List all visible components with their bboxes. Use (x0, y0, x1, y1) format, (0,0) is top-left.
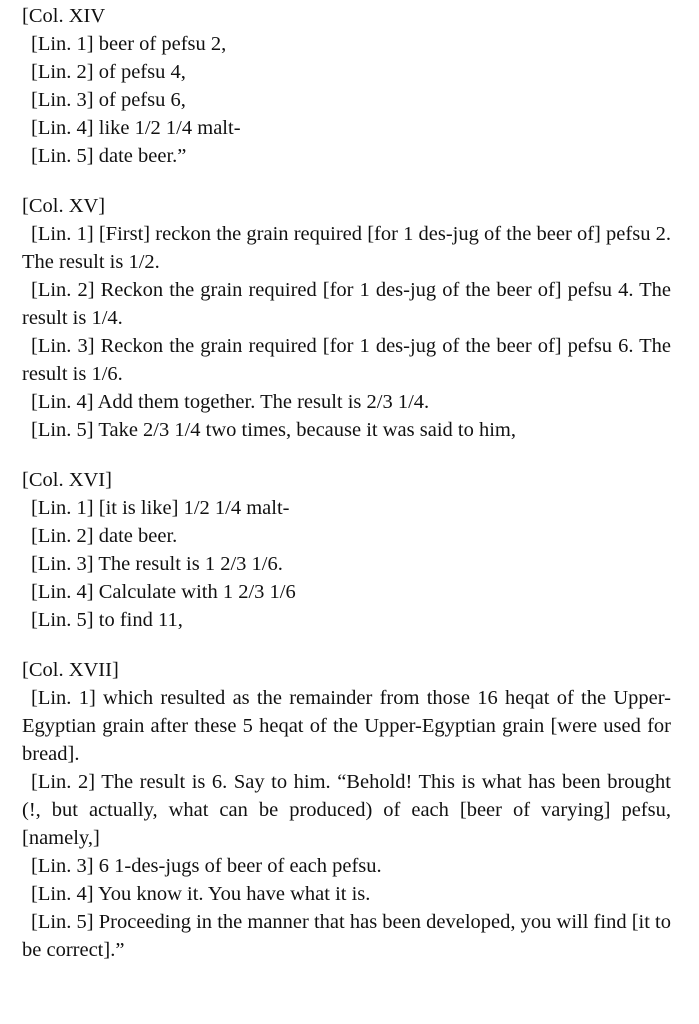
text-paragraph: [Lin. 3] Reckon the grain required [for 1 des-jug of the beer of] pefsu 6. The result is 1/6. (22, 335, 671, 385)
section-col-xv (22, 192, 671, 444)
text-paragraph: [Lin. 4] Add them together. The result is 2/3 1/4. (31, 391, 430, 413)
text-line: [Lin. 2] date beer. (31, 525, 178, 547)
text-line: [Lin. 1] beer of pefsu 2, (31, 33, 227, 55)
section-col-xvii (22, 656, 671, 964)
text-paragraph: [Lin. 5] Take 2/3 1/4 two times, because it was said to him, (31, 419, 516, 441)
text-line: [Lin. 3] of pefsu 6, (31, 89, 186, 111)
text-line: [Lin. 5] to find 11, (31, 609, 183, 631)
text-line: [Lin. 2] of pefsu 4, (31, 61, 186, 83)
section-heading: [Col. XV] (22, 195, 106, 217)
text-paragraph: [Lin. 3] 6 1-des-jugs of beer of each pefsu. (31, 855, 382, 877)
text-paragraph: [Lin. 1] which resulted as the remainder from those 16 heqat of the Upper-Egyptian grain after these 5 heqat of the Upper-Egyptian grain [were used for bread]. (22, 687, 671, 765)
text-line: [Lin. 4] like 1/2 1/4 malt- (31, 117, 241, 139)
text-line: [Lin. 3] The result is 1 2/3 1/6. (31, 553, 283, 575)
text-line: [Lin. 4] Calculate with 1 2/3 1/6 (31, 581, 296, 603)
text-paragraph: [Lin. 2] The result is 6. Say to him. “Behold! This is what has been brought (!, but actually, what can be produced) of each [beer of varying] pefsu, [namely,] (22, 771, 671, 849)
section-col-xiv (22, 2, 671, 170)
text-line: [Lin. 1] [it is like] 1/2 1/4 malt- (31, 497, 290, 519)
section-heading: [Col. XVI] (22, 469, 112, 491)
section-heading: [Col. XVII] (22, 659, 119, 681)
section-heading: [Col. XIV (22, 5, 106, 27)
text-line: [Lin. 5] date beer.” (31, 145, 187, 167)
text-paragraph: [Lin. 4] You know it. You have what it is. (31, 883, 371, 905)
text-paragraph: [Lin. 1] [First] reckon the grain required [for 1 des-jug of the beer of] pefsu 2. The result is 1/2. (22, 223, 671, 273)
text-paragraph: [Lin. 5] Proceeding in the manner that has been developed, you will find [it to be correct].” (22, 911, 671, 961)
section-col-xvi (22, 466, 671, 634)
text-paragraph: [Lin. 2] Reckon the grain required [for 1 des-jug of the beer of] pefsu 4. The result is 1/4. (22, 279, 671, 329)
